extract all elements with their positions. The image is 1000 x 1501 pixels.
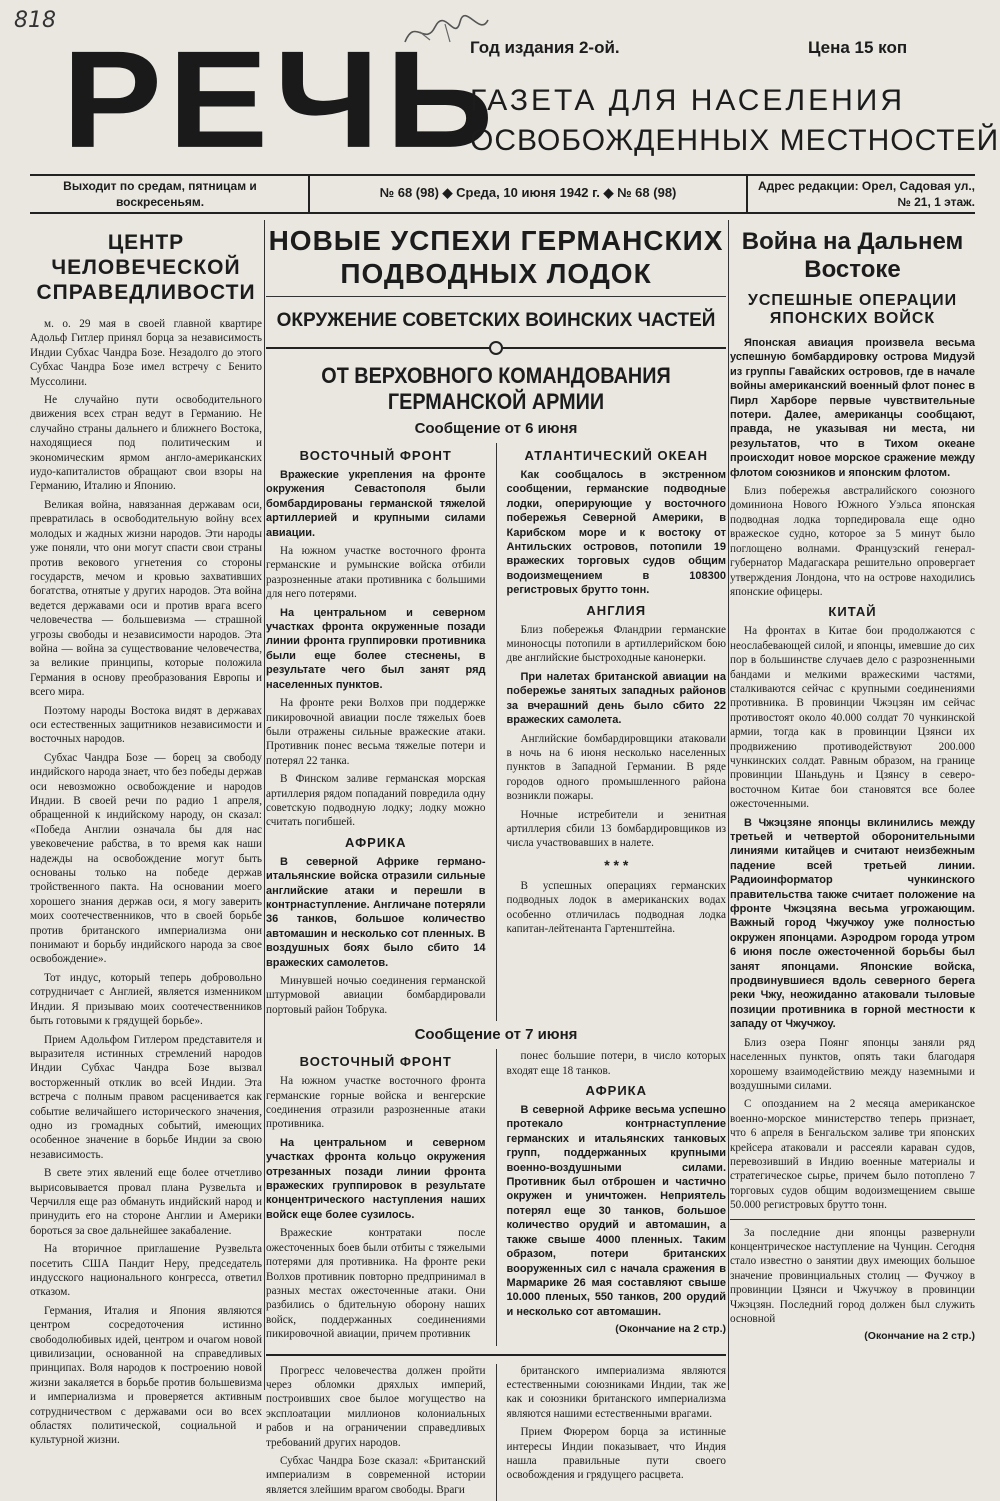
paragraph: Прием Адольфом Гитлером представителя и выразителя истинных стремлений народов Индии Субхас Чандра Бозе вызвал восторженный отклик во всей Индии. Эта встреча с полным правом расценивается как событие величайшего исторического значения, одно из громадных событий, имеющих особенное значение в борьбе Индии за свою независимость. [30,1033,262,1161]
paragraph: Вражеские укрепления на фронте окружения Севастополя были бомбардированы германской тяжелой артиллерией и крупными силами авиации. [266,469,486,539]
continued-note: (Окончание на 2 стр.) [864,1330,975,1343]
paragraph: Японская авиация произвела весьма успешную бомбардировку острова Мидуэй из группы Гавайских островов, где в начале войны американский военный флот понес в Пирл Харборе первые чувствительные потери. Далее, американцы сообщают, правда, не указывая ни места, ни результатов, что в Тихом океане происходит новое морское сражение между флотом союзников и японским флотом. [730,337,975,479]
two-column-block [266,443,726,1021]
paragraph: На фронтах в Китае бои продолжаются с неослабевающей силой, и японцы, имевшие до сих пор в большинстве случаев дело с разрозненными бандами и мелкими вражескими частями, сталкиваются сейчас с крупными соединениями противника. В провинции Чжэцзян им сейчас противостоят около 40.000 солдат 70 чункинской армии, тогда как в провинции Цзянси их продвижению противодействуют 200.000 чункинских солдат. Равным образом, на границе провинции Шаньдунь и Цзянсу в северо-восточном Китае бои становятся все более ожесточенными. [730,625,975,811]
section-heading: АНГЛИЯ [586,602,647,618]
section-heading: КИТАЙ [828,604,877,620]
paragraph: Как сообщалось в экстренном сообщении, германские подводные лодки, оперирующие у восточного побережья Северной Америки, в Карибском море и к востоку от Антильских островов, потопили 19 вражеских торговых судов общим водоизмещением в 108300 регистровых брутто тонн. [506,469,726,597]
column-divider [496,443,497,1021]
paragraph: На фронте реки Волхов при поддержке пикировочной авиации после тяжелых боев были отражены сильные вражеские атаки. Противник понес весьма тяжелые потери и потерял 22 танка. [266,697,486,767]
paragraph: Близ озера Поянг японцы заняли ряд населенных пунктов, опять таки благодаря хорошему взаимодействию между наземными и воздушными силами. [730,1036,975,1092]
publication-schedule: Выходит по средам, пятницам и воскресеньям. [63,179,257,209]
issue-number-date: № 68 (98) ◆ Среда, 10 июня 1942 г. ◆ № 68 (98) [308,176,748,212]
paragraph: Великая война, навязанная державам оси, превратилась в освободительную войну всех молодых и жадных жизни народов. Эти народы уже поняли, что они могут спасти свои страны против векового угнетения со стороны государств, мечом и кровью захвативших богатства, отнятые у других народов. Эта война ведется державами оси и против врага всего человечества — большевизма — страшной угрозы свободы и независимости народов. Эта война — война за существование человечества, за великие принципы, которые положила Германия в основу преобразования Европы и всего мира. [30,498,262,699]
column-divider [496,1364,497,1501]
paragraph: Близ побережья австралийского союзного доминиона Нового Южного Уэльса японская подводная лодка торпедировала еще одно вражеское судно, которое за 5 минут было поглощено волнами. Французский генерал-губернатор Мадагаскара решительно опровергает утверждения Лондона, что на острове находились японские офицеры. [730,485,975,598]
price: Цена 15 коп [808,38,908,57]
paragraph: Поэтому народы Востока видят в державах оси естественных защитников независимости и восточных народов. [30,704,262,746]
middle-column [266,224,726,1501]
column-divider [264,220,265,1390]
paragraph: Тот индус, который теперь добровольно сотрудничает с Англией, является изменником Индии. Я призываю моих соотечественников быть готовыми к грядущей борьбе». [30,971,262,1028]
paragraph: м. о. 29 мая в своей главной квартире Адольф Гитлер принял борца за независимость Индии Субхас Чандра Бозе. Незадолго до этого Субхас Чандра Бозе имел встречу с Бенито Муссолини. [30,318,262,388]
paragraph: Английские бомбардировщики атаковали в ночь на 6 июня несколько населенных пунктов в Западной Германии. В ряде городов одного промышленного района возникли пожары. [506,732,726,803]
paragraph: В успешных операциях германских подводных лодок в американских водах особенно отличилась подводная лодка капитан-лейтенанта Гартенштейна. [506,879,726,935]
column-divider [496,1049,497,1345]
paragraph: Ночные истребители и зенитная артиллерия сбили 13 бомбардировщиков из числа участвовавших в налете. [506,808,726,850]
report-heading: Сообщение от 7 июня [414,1026,578,1044]
paragraph: Прием Фюрером борца за истинные интересы Индии показывает, что Индия нашла правильные пути своего освобождения и грядущего расцвета. [506,1426,726,1482]
subtitle-line-2: ОСВОБОЖДЕННЫХ МЕСТНОСТЕЙ [470,124,1000,157]
paragraph: Германия, Италия и Япония являются центром сосредоточения истинно свободолюбивых идей, центром и очагом новой цивилизации, основанной на справедливых принципах. Воля народов к построению новой жизни закаляется в борьбе против большевизма и империализма и проверяется активным сотрудничеством с державами оси во всех областях политической, социальной и культурной жизни. [30,1304,262,1447]
rule [266,1354,726,1356]
paragraph: С опозданием на 2 месяца американское военно-морское министерство теперь признает, что 6 апреля в Бенгальском заливе три японских крейсера атаковали и рассеяли караван судов, перевозивший в Индию военные материалы и стратегическое сырье, причем было потоплено 7 торговых судов общим водоизмещением свыше 50.000 регистровых брутто тонн. [730,1098,975,1212]
continued-note: (Окончание на 2 стр.) [615,1323,726,1336]
paragraph: Вражеские контратаки после ожесточенных боев были отбиты с тяжелыми потерями для противника. На фронте реки Волхов противник повторно предпринимал в разных местах ожесточенные атаки. Они разбились о бдительную оборону наших войск, поддержанных соединениями пикировочной авиации, причем противник [266,1227,486,1341]
paragraph: В северной Африке германо-итальянские войска отразили сильные английские атаки и перешли в контрнаступление. Англичане потеряли 36 танков, большое количество автомашин и несколько сот пленных. В воздушных боях было сбито 14 вражеских самолетов. [266,855,486,969]
paragraph: В Чжэцзяне японцы вклинились между третьей и четвертой оборонительными линиями китайцев и считают неизбежным падение всей третьей линии. Радиоинформатор чункинского правительства также считает положение на фронте Чжэцзяна весьма угрожающим. Важный город Чжучжоу уже полностью окружен японцами. Аэродром города утром 6 июня после ожесточенной борьбы был занят японцами. Японские войска, продвинувшиеся вдоль северного берега реки Чжу, неожиданно атаковали тыловые позиции противника в горной местности к западу от Чжучжоу. [730,816,975,1031]
ornament-divider [266,341,726,355]
paragraph: понес большие потери, в число которых входят еще 18 танков. [506,1050,726,1077]
two-column-block [266,1364,726,1501]
paragraph: Не случайно пути освободительного движения всех стран ведут в Германию. Не случайно страны дальнего и ближнего Востока, находящиеся под политическим и экономическим ярмом англо-американских иудо-капиталистов обращают свои взоры на Германию, Италию и Японию. [30,394,262,493]
command-headline: ОТ ВЕРХОВНОГО КОМАНДОВАНИЯ ГЕРМАНСКОЙ АРМИИ [321,363,671,414]
two-column-block [266,1049,726,1345]
right-column [730,224,975,1344]
editorial-address: Адрес редакции: Орел, Садовая ул., № 21, 1 этаж. [758,179,975,209]
main-headline: НОВЫЕ УСПЕХИ ГЕРМАНСКИХ ПОДВОДНЫХ ЛОДОК [268,225,724,289]
handwritten-number: 818 [14,8,56,33]
article-title: Война на Дальнем Востоке [741,228,964,283]
paragraph: Прогресс человечества должен пройти через обломки дряхлых империй, построивших свое былое могущество на эксплоатации миллионов колониальных рабов и на ограничении справедливых требований других народов. [266,1364,486,1449]
paragraph: На южном участке восточного фронта германские горные войска и венгерские соединения отразили разрозненные атаки противника. [266,1075,486,1131]
paragraph: Минувшей ночью соединения германской штурмовой авиации бомбардировали портовый район Тобрука. [266,975,486,1016]
article-subtitle: УСПЕШНЫЕ ОПЕРАЦИИ ЯПОНСКИХ ВОЙСК [747,292,958,327]
report-heading: Сообщение от 6 июня [414,420,578,437]
newspaper-title: РЕЧЬ [62,21,500,177]
paragraph: В Финском заливе германская морская артиллерия рядом попаданий повредила одну советскую подводную лодку; лодку можно считать погибшей. [266,773,486,829]
issue-info-bar [30,174,975,214]
rule [266,296,726,297]
paragraph: В свете этих явлений еще более отчетливо вырисовывается провал плана Рузвельта и Черчилля еще раз обмануть индийский народ и принудить его на стороне Англии и Америки бороться за свое дальнейшее закабаление. [30,1167,262,1237]
section-heading: ВОСТОЧНЫЙ ФРОНТ [299,448,452,463]
paragraph: Субхас Чандра Бозе сказал: «Британский империализм в современной истории является злейшим врагом свободы. Враги [266,1454,486,1496]
rule [730,1219,975,1220]
paragraph: Субхас Чандра Бозе — борец за свободу индийского народа знает, что без победы держав оси невозможно освобождение и народов Индии. В своей речи по радио 1 апреля, обращенной к индийскому народу, он сказал: «Победа Англии означала бы для нас увековечение рабства, в то время как наши надежды на освобождение могут быть основаны только на победе держав тройственного пакта. На основании моего хорошего знания держав оси, я могу заверить моих соотечественников, что в своей борьбе против британского империализма они понимают и борьбу индийского народа за свое освобождение». [30,751,262,966]
year-of-publication: Год издания 2-ой. [470,38,620,57]
paragraph: Близ побережья Фландрии германские миноносцы потопили в артиллерийском бою две английские быстроходные канонерки. [506,623,726,665]
paragraph: британского империализма являются естественными союзниками Индии, так же как и союзники британского империализма являются нашими естественными врагами. [506,1364,726,1420]
stars-separator: * * * [604,856,629,873]
section-heading: АФРИКА [345,834,407,850]
section-heading: АТЛАНТИЧЕСКИЙ ОКЕАН [524,448,708,463]
column-divider [728,220,729,1390]
paragraph: На южном участке восточного фронта германские и румынские войска отбили разрозненные атаки противника с большими для него потерями. [266,545,486,601]
article-title: ЦЕНТР ЧЕЛОВЕЧЕСКОЙ СПРАВЕДЛИВОСТИ [36,231,256,304]
section-heading: ВОСТОЧНЫЙ ФРОНТ [299,1054,452,1070]
paragraph: При налетах британской авиации на побережье занятых западных районов за вчерашний день было сбито 22 вражеских самолета. [506,670,726,727]
paragraph: На вторичное приглашение Рузвельта посетить США Пандит Неру, председатель индусского национального конгресса, ответил отказом. [30,1243,262,1299]
sub-headline: ОКРУЖЕНИЕ СОВЕТСКИХ ВОИНСКИХ ЧАСТЕЙ [276,310,716,331]
paragraph: На центральном и северном участках фронта окруженные позади линии фронта группировки противника были еще более стеснены, в результате чего был занят ряд населенных пунктов. [266,606,486,691]
paragraph: За последние дни японцы развернули концентрическое наступление на Чунцин. Сегодня стало известно о занятии двух имеющих большое значение провинциальных столиц — Фучжоу в провинции Цзянси и Чжучжоу в провинции Чжэцзян. Последний город должен был служить основной [730,1226,975,1325]
subtitle-line-1: ГАЗЕТА ДЛЯ НАСЕЛЕНИЯ [470,84,905,117]
left-column [30,224,262,1452]
paragraph: В северной Африке весьма успешно протекало контрнаступление германских и итальянских танковых групп, поддержанных крупными военно-воздушными силами. Противник был отброшен и частично окружен и уничтожен. Неприятель потерял еще 30 танков, большое количество орудий и автомашин, а также свыше 4000 пленных. Таким образом, потери британских вооруженных сил с начала сражения в Мармарике 26 мая составляют свыше 10.000 пленых, 550 танков, 200 орудий и несколько сот автомашин. [506,1104,726,1318]
section-heading: АФРИКА [585,1083,647,1099]
paragraph: На центральном и северном участках фронта кольцо окружения отрезанных позади линии фронта вражеских группировок в результате концентрического наступления наших войск еще более сузилось. [266,1136,486,1221]
